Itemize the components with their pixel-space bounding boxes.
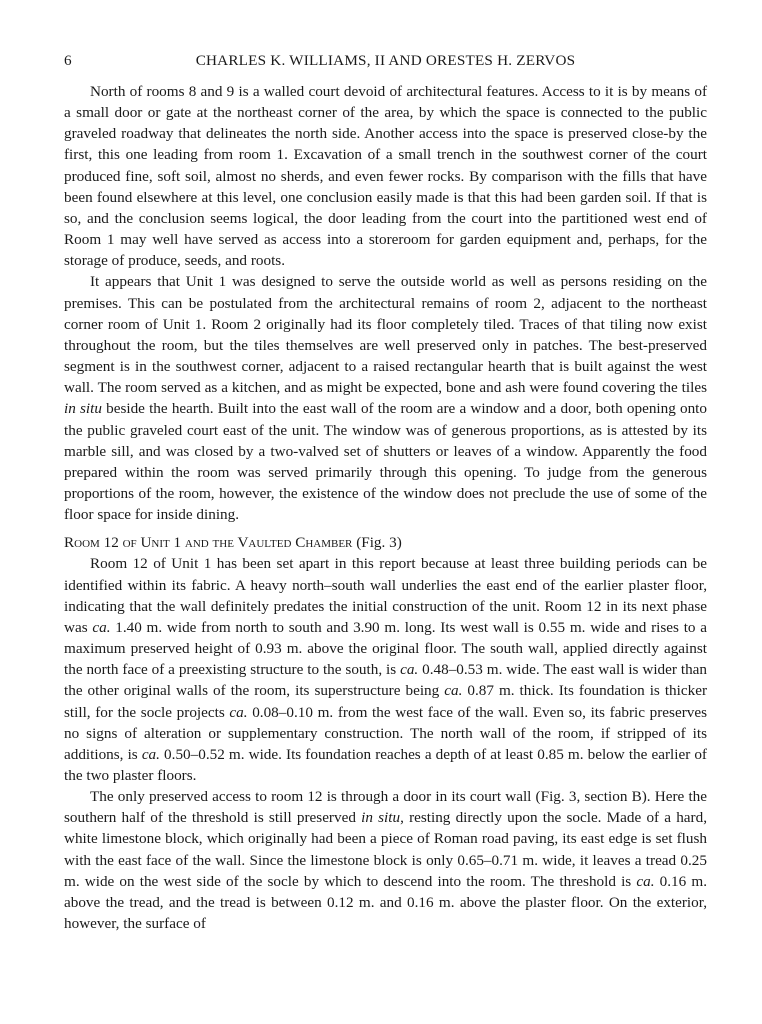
italic-abbrev: ca. <box>444 682 463 700</box>
paragraph-walled-court: North of rooms 8 and 9 is a walled court devoid of architectural features. Access to it is by means of a small door or gate at the northeast corner of the area, by which the space is connected to the public graveled roadway that delineates the north side. Another access into the space is preserved close-by the first, this one leading from room 1. Excavation of a small trench in the southwest corner of the court produced fine, soft soil, almost no sherds, and even fewer rocks. By comparison with the fills that have been found elsewhere at this level, one conclusion easily made is that this had been garden soil. If that is so, and the conclusion seems logical, the door leading from the court into the partitioned west end of Room 1 may well have served as access into a storeroom for garden equipment and, perhaps, for the storage of produce, seeds, and roots. <box>64 83 707 270</box>
italic-abbrev: ca. <box>92 618 111 636</box>
page-header <box>64 50 707 71</box>
paragraph-text: Room 12 of Unit 1 has been set apart in this report because at least three building periods can be identified within its fabric. A heavy north–south wall underlies the east end of the earlier plaster floor, indicating that the wall definitely predates the initial construction of the unit. Room 12 in its next phase was <box>64 555 707 636</box>
paragraph-room12-access <box>64 786 707 934</box>
paragraph-text: 1.40 m. wide from north to south and 3.90 m. long. Its west wall is 0.55 m. wide and rises to a maximum preserved height of 0.93 m. above the original floor. The south wall, applied directly against the north face of a preexisting structure to the south, is <box>64 618 707 679</box>
paragraph-unit1-room2 <box>64 271 707 525</box>
italic-term: in situ <box>361 809 401 827</box>
document-page <box>64 50 707 934</box>
italic-term: in situ <box>64 400 102 418</box>
section-heading-figure-ref: (Fig. 3) <box>356 534 402 552</box>
paragraph-text: 0.48–0.53 m. wide. The east wall is wider than the other original walls of the room, its superstructure being <box>64 661 708 700</box>
paragraph-text: The only preserved access to room 12 is through a door in its court wall (Fig. 3, section B). Here the southern half of the threshold is still preserved <box>64 788 707 827</box>
paragraph-room12 <box>64 553 707 786</box>
page-number: 6 <box>64 52 72 69</box>
italic-abbrev: ca. <box>400 661 419 679</box>
paragraph-text: , resting directly upon the socle. Made of a hard, white limestone block, which originally had been a piece of Roman road paving, its east edge is set flush with the east face of the wall. Since the limestone block is only 0.65–0.71 m. wide, it leaves a tread 0.25 m. wide on the west side of the socle by which to descend into the room. The threshold is <box>64 809 707 890</box>
paragraph-text: 0.50–0.52 m. wide. Its foundation reaches a depth of at least 0.85 m. below the earlier of the two plaster floors. <box>64 745 707 784</box>
paragraph-text: 0.16 m. above the tread, and the tread is between 0.12 m. and 0.16 m. above the plaster floor. On the exterior, however, the surface of <box>64 872 707 933</box>
paragraph-text: It appears that Unit 1 was designed to serve the outside world as well as persons residing on the premises. This can be postulated from the architectural remains of room 2, adjacent to the northeast corner room of Unit 1. Room 2 originally had its floor completely tiled. Traces of that tiling now exist throughout the room, but the tiles themselves are well preserved only in patches. The best-preserved segment is in the southwest corner, adjacent to a raised rectangular hearth that is built against the west wall. The room served as a kitchen, and as might be expected, bone and ash were found covering the tiles <box>64 273 707 397</box>
section-heading-title: Room 12 of Unit 1 and the Vaulted Chamber <box>64 534 353 552</box>
italic-abbrev: ca. <box>229 703 248 721</box>
paragraph-text: beside the hearth. Built into the east wall of the room are a window and a door, both opening onto the public graveled court east of the unit. The window was of generous proportions, as is attested by its marble sill, and was closed by a two-valved set of shutters or leaves of a window. Apparently the food prepared within the room was served primarily through this opening. To judge from the generous proportions of the room, however, the existence of the window does not preclude the use of some of the floor space for inside dining. <box>64 400 707 524</box>
section-heading <box>64 532 707 553</box>
paragraph-text: 0.08–0.10 m. from the west face of the wall. Even so, its fabric preserves no signs of alteration or supplementary construction. The north wall of the room, if stripped of its additions, is <box>64 703 707 763</box>
paragraph-text: 0.87 m. thick. Its foundation is thicker still, for the socle projects <box>64 682 707 721</box>
running-head: CHARLES K. WILLIAMS, II AND ORESTES H. ZERVOS <box>195 52 576 69</box>
italic-abbrev: ca. <box>636 872 655 890</box>
italic-abbrev: ca. <box>141 745 160 763</box>
